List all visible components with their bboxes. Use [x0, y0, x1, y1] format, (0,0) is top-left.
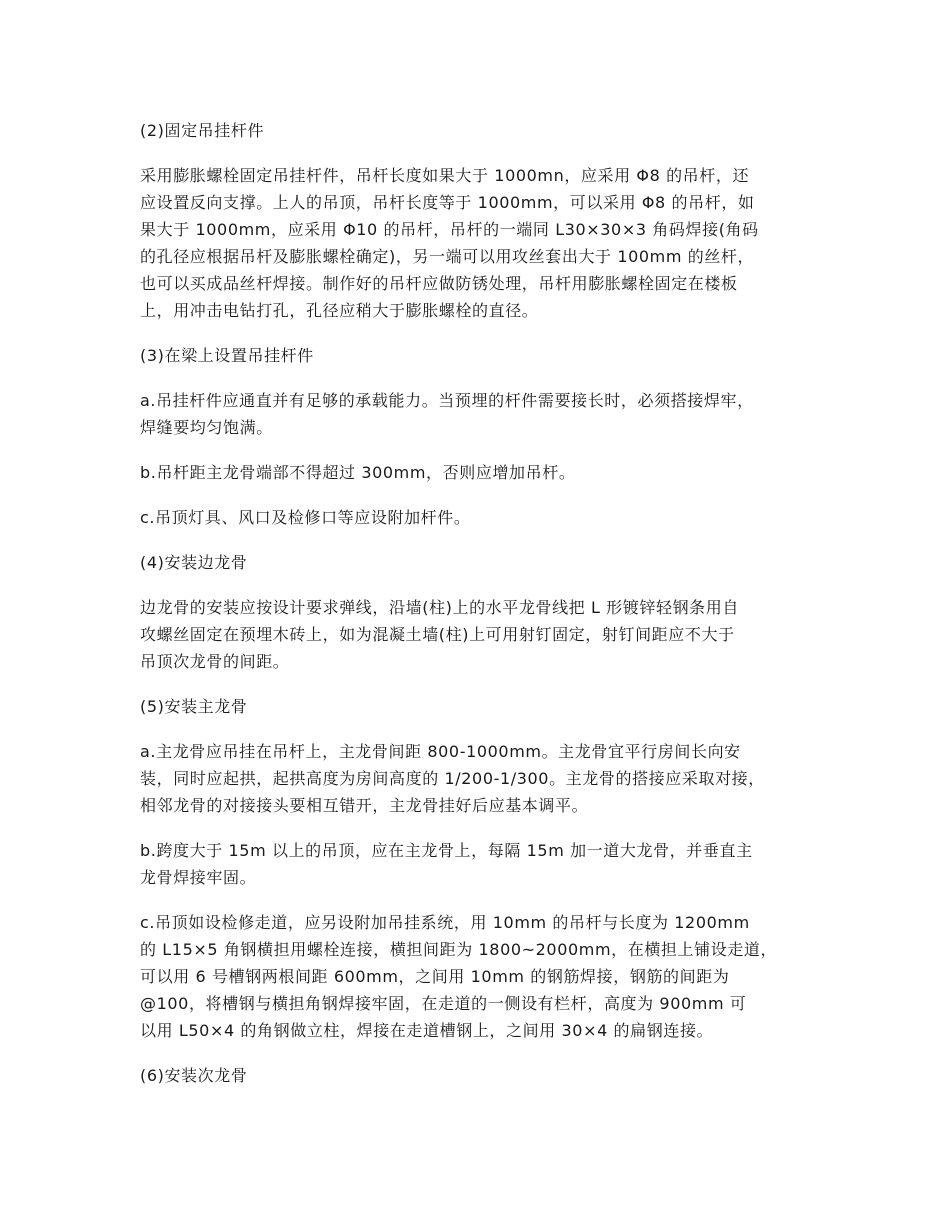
- paragraph-3c: [140, 504, 840, 531]
- text-line: 的孔径应根据吊杆及膨胀螺栓确定)，另一端可以用攻丝套出大于 100mm 的丝杆，: [140, 247, 755, 266]
- paragraph-5b: [140, 837, 840, 891]
- paragraph-edge-keel: [140, 594, 840, 675]
- section-heading-6: [140, 1062, 840, 1089]
- text-line: 龙骨焊接牢固。: [140, 868, 257, 887]
- text-line: c.吊顶灯具、风口及检修口等应设附加杆件。: [140, 508, 471, 527]
- text-line: 上，用冲击电钻打孔，孔径应稍大于膨胀螺栓的直径。: [140, 301, 539, 320]
- section-heading-4: [140, 549, 840, 576]
- text-line: (4)安装边龙骨: [140, 553, 248, 572]
- text-line: 吊顶次龙骨的间距。: [140, 652, 290, 671]
- text-line: (6)安装次龙骨: [140, 1066, 248, 1085]
- text-line: 采用膨胀螺栓固定吊挂杆件，吊杆长度如果大于 1000mn，应采用 Φ8 的吊杆，还: [140, 166, 750, 185]
- section-heading-2: [140, 117, 840, 144]
- text-line: b.跨度大于 15m 以上的吊顶，应在主龙骨上，每隔 15m 加一道大龙骨，并垂直主: [140, 841, 753, 860]
- text-line: 边龙骨的安装应按设计要求弹线，沿墙(柱)上的水平龙骨线把 L 形镀锌轻钢条用自: [140, 598, 739, 617]
- section-heading-5: [140, 693, 840, 720]
- paragraph-fixing-hangers: [140, 162, 840, 324]
- text-line: 装，同时应起拱，起拱高度为房间高度的 1/200-1/300。主龙骨的搭接应采取对接，: [140, 769, 765, 788]
- text-line: 的 L15×5 角钢横担用螺栓连接，横担间距为 1800~2000mm，在横担上铺设走道，: [140, 940, 778, 959]
- text-line: @100，将槽钢与横担角钢焊接牢固，在走道的一侧设有栏杆，高度为 900mm 可: [140, 994, 747, 1013]
- text-line: 相邻龙骨的对接接头要相互错开，主龙骨挂好后应基本调平。: [140, 796, 589, 815]
- text-line: (3)在梁上设置吊挂杆件: [140, 346, 314, 365]
- text-line: (5)安装主龙骨: [140, 697, 248, 716]
- text-line: c.吊顶如设检修走道，应另设附加吊挂系统，用 10mm 的吊杆与长度为 1200mm: [140, 913, 750, 932]
- paragraph-5a: [140, 738, 840, 819]
- document-page: [140, 117, 840, 1107]
- text-line: 果大于 1000mm，应采用 Φ10 的吊杆，吊杆的一端同 L30×30×3 角码焊接(角码: [140, 220, 759, 239]
- paragraph-5c: [140, 909, 840, 1044]
- text-line: a.吊挂杆件应通直并有足够的承载能力。当预埋的杆件需要接长时，必须搭接焊牢，: [140, 391, 754, 410]
- text-line: 应设置反向支撑。上人的吊顶，吊杆长度等于 1000mm，可以采用 Φ8 的吊杆，如: [140, 193, 755, 212]
- text-line: 可以用 6 号槽钢两根间距 600mm，之间用 10mm 的钢筋焊接，钢筋的间距为: [140, 967, 730, 986]
- text-line: 以用 L50×4 的角钢做立柱，焊接在走道槽钢上，之间用 30×4 的扁钢连接。: [140, 1021, 714, 1040]
- text-line: 攻螺丝固定在预埋木砖上，如为混凝土墙(柱)上可用射钉固定，射钉间距应不大于: [140, 625, 735, 644]
- paragraph-3b: [140, 459, 840, 486]
- text-line: 焊缝要均匀饱满。: [140, 418, 273, 437]
- text-line: 也可以买成品丝杆焊接。制作好的吊杆应做防锈处理，吊杆用膨胀螺栓固定在楼板: [140, 274, 738, 293]
- text-line: (2)固定吊挂杆件: [140, 121, 265, 140]
- text-line: b.吊杆距主龙骨端部不得超过 300mm，否则应增加吊杆。: [140, 463, 576, 482]
- paragraph-3a: [140, 387, 840, 441]
- section-heading-3: [140, 342, 840, 369]
- text-line: a.主龙骨应吊挂在吊杆上，主龙骨间距 800-1000mm。主龙骨宜平行房间长向安: [140, 742, 741, 761]
